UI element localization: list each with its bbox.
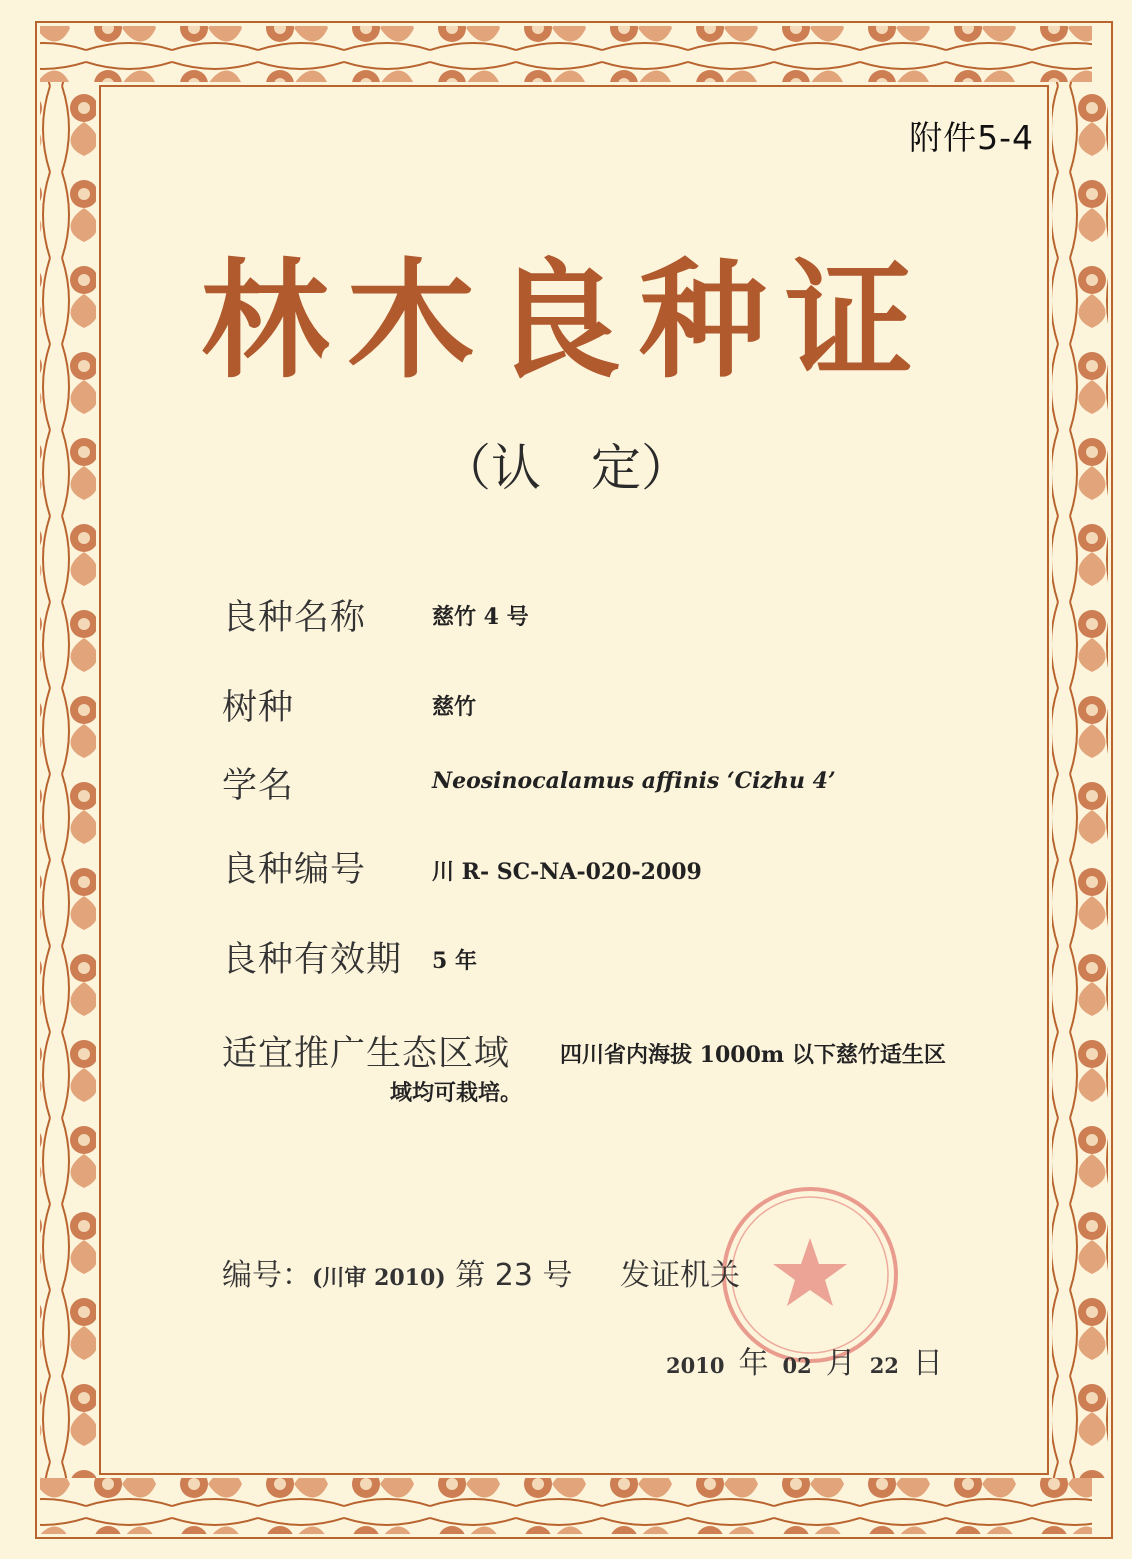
validity-label: 良种有效期	[222, 940, 403, 980]
region-value-line1: 四川省内海拔 1000m 以下慈竹适生区	[560, 1042, 946, 1068]
date-year-unit: 年	[738, 1346, 769, 1381]
attachment-label: 附件5-4	[909, 118, 1034, 157]
certificate-number	[222, 1250, 573, 1294]
date-year: 2010	[666, 1353, 725, 1378]
validity-value: 5 年	[432, 948, 477, 974]
number-value: (川审 2010)	[312, 1265, 446, 1291]
tree-species-value: 慈竹	[432, 694, 477, 720]
issue-date	[652, 1338, 943, 1382]
tree-species-label: 树种	[222, 688, 295, 728]
region-value-line2: 域均可栽培。	[390, 1080, 523, 1106]
date-day: 22	[869, 1353, 899, 1378]
issuer-label: 发证机关	[620, 1258, 740, 1293]
scientific-name-value: Neosinocalamus affinis ‘Cizhu 4’	[432, 768, 836, 794]
number-suffix: 第 23 号	[455, 1258, 573, 1293]
variety-code-label: 良种编号	[222, 850, 367, 890]
star-icon	[773, 1238, 847, 1306]
certificate-title: 林木良种证	[200, 247, 931, 396]
region-label: 适宜推广生态区域	[222, 1034, 511, 1074]
variety-code-value: 川 R- SC-NA-020-2009	[432, 859, 702, 885]
certificate-subtitle: （认 定）	[441, 439, 691, 497]
date-day-unit: 日	[912, 1346, 943, 1381]
date-month: 02	[782, 1353, 812, 1378]
variety-name-label: 良种名称	[222, 598, 367, 638]
variety-name-value: 慈竹 4 号	[432, 604, 529, 630]
number-label: 编号：	[222, 1258, 312, 1293]
date-month-unit: 月	[825, 1346, 856, 1381]
scientific-name-label: 学名	[222, 766, 295, 806]
